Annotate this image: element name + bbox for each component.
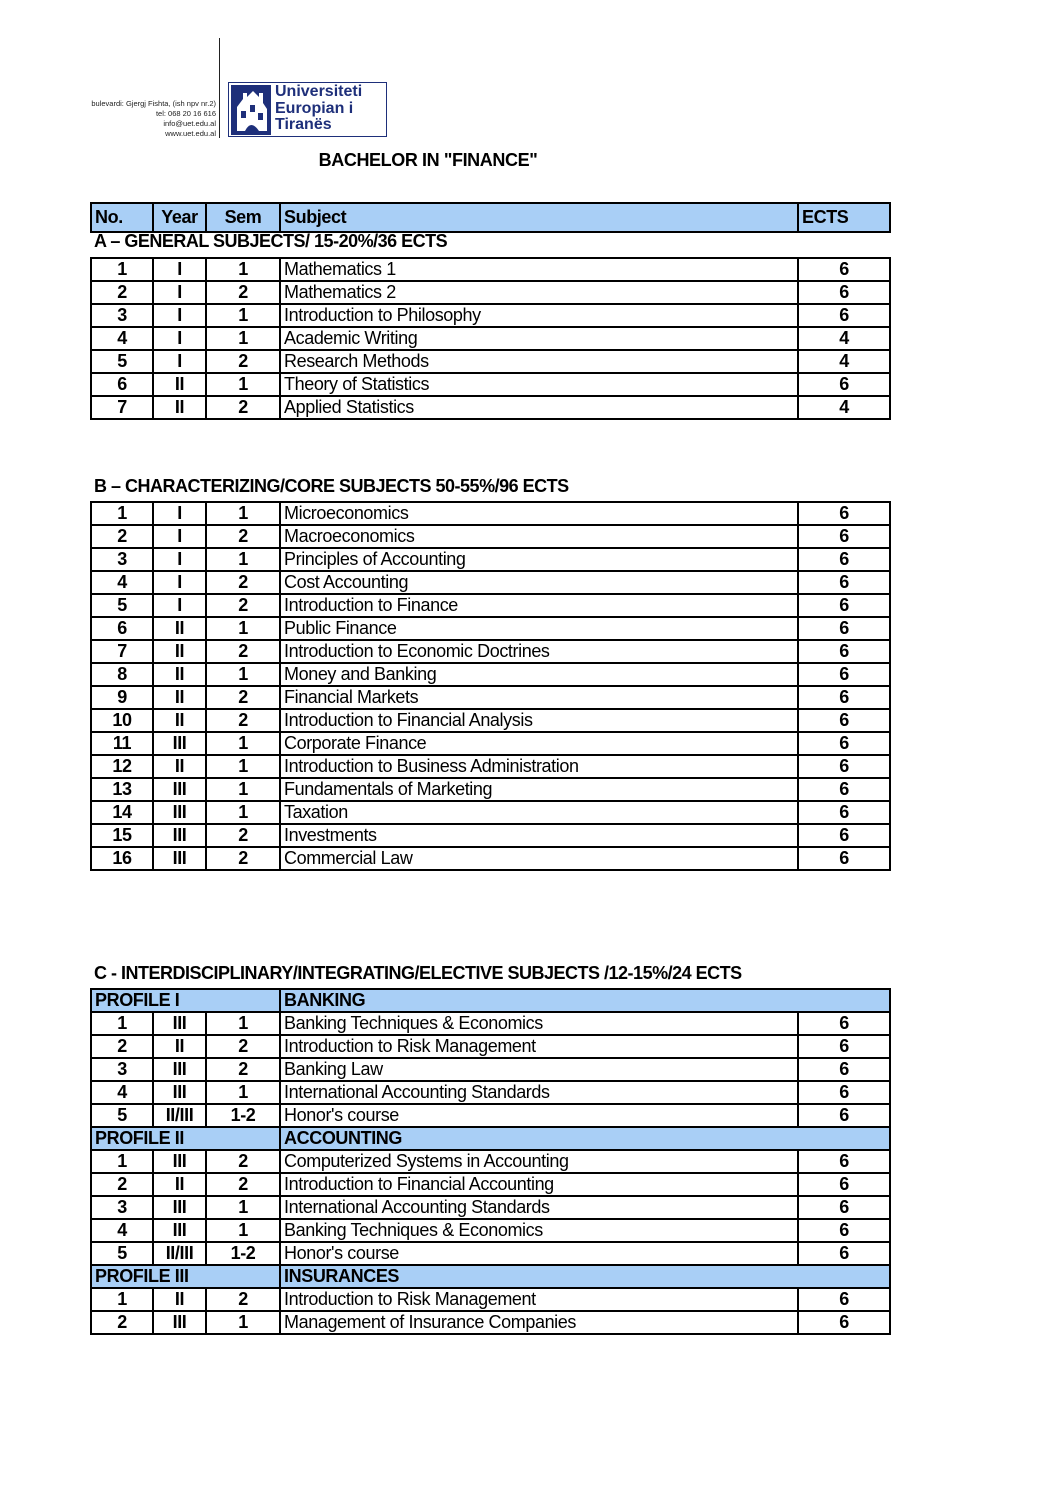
row-subject: Management of Insurance Companies: [280, 1311, 798, 1334]
row-subject: Theory of Statistics: [280, 373, 798, 396]
row-ects: 6: [798, 304, 890, 327]
row-ects: 6: [798, 1219, 890, 1242]
row-year: III: [153, 801, 206, 824]
row-ects: 6: [798, 755, 890, 778]
row-ects: 6: [798, 1311, 890, 1334]
row-year: III: [153, 1012, 206, 1035]
row-sem: 1: [206, 1081, 280, 1104]
row-sem: 1: [206, 663, 280, 686]
row-subject: Banking Techniques & Economics: [280, 1219, 798, 1242]
row-ects: 6: [798, 640, 890, 663]
row-subject: Investments: [280, 824, 798, 847]
row-ects: 6: [798, 663, 890, 686]
row-year: III: [153, 1058, 206, 1081]
row-no: 6: [91, 617, 153, 640]
table-row: [91, 548, 890, 571]
row-ects: 6: [798, 801, 890, 824]
row-ects: 6: [798, 502, 890, 525]
row-no: 3: [91, 548, 153, 571]
row-year: II/III: [153, 1104, 206, 1127]
section-b-rows: [90, 501, 891, 871]
address-block: [70, 99, 216, 139]
table-row: [91, 1196, 890, 1219]
table-row: [91, 755, 890, 778]
row-year: II: [153, 686, 206, 709]
row-sem: 2: [206, 640, 280, 663]
row-ects: 6: [798, 778, 890, 801]
table-row: [91, 594, 890, 617]
row-subject: Introduction to Finance: [280, 594, 798, 617]
header-divider: [219, 38, 220, 138]
profile-label: PROFILE I: [91, 989, 280, 1012]
row-subject: Honor's course: [280, 1242, 798, 1265]
row-sem: 1: [206, 1196, 280, 1219]
table-row: [91, 1173, 890, 1196]
row-subject: Fundamentals of Marketing: [280, 778, 798, 801]
row-ects: 6: [798, 1196, 890, 1219]
row-sem: 2: [206, 525, 280, 548]
row-sem: 2: [206, 686, 280, 709]
logo-line-2: Europian i: [275, 99, 354, 117]
uet-building-logo-icon: [231, 85, 271, 135]
table-row: [91, 396, 890, 419]
section-c-rows: [90, 988, 891, 1335]
row-ects: 6: [798, 258, 890, 281]
row-sem: 1: [206, 502, 280, 525]
profile-name: BANKING: [280, 989, 890, 1012]
table-row: [91, 1058, 890, 1081]
row-no: 2: [91, 1311, 153, 1334]
row-year: III: [153, 1219, 206, 1242]
row-sem: 2: [206, 1173, 280, 1196]
col-header-sem: Sem: [206, 203, 280, 232]
section-a-title: A – GENERAL SUBJECTS/ 15-20%/36 ECTS: [94, 231, 448, 251]
row-no: 12: [91, 755, 153, 778]
row-ects: 6: [798, 548, 890, 571]
row-sem: 1: [206, 258, 280, 281]
row-ects: 6: [798, 824, 890, 847]
row-no: 15: [91, 824, 153, 847]
row-no: 11: [91, 732, 153, 755]
row-subject: Macroeconomics: [280, 525, 798, 548]
row-year: I: [153, 502, 206, 525]
row-ects: 6: [798, 594, 890, 617]
row-sem: 2: [206, 709, 280, 732]
row-subject: Microeconomics: [280, 502, 798, 525]
row-sem: 2: [206, 350, 280, 373]
col-header-year: Year: [153, 203, 206, 232]
row-year: III: [153, 1311, 206, 1334]
row-ects: 6: [798, 1012, 890, 1035]
row-year: II: [153, 1035, 206, 1058]
row-subject: Financial Markets: [280, 686, 798, 709]
general-subjects-table: [90, 202, 891, 233]
row-ects: 6: [798, 1288, 890, 1311]
row-sem: 2: [206, 824, 280, 847]
row-sem: 2: [206, 571, 280, 594]
row-ects: 6: [798, 373, 890, 396]
table-row: [91, 778, 890, 801]
row-subject: Taxation: [280, 801, 798, 824]
document-title: BACHELOR IN "FINANCE": [318, 150, 538, 170]
row-subject: International Accounting Standards: [280, 1196, 798, 1219]
row-ects: 6: [798, 1035, 890, 1058]
phone-line: tel: 068 20 16 616: [155, 109, 216, 118]
row-no: 1: [91, 1012, 153, 1035]
row-year: II: [153, 1288, 206, 1311]
row-subject: Corporate Finance: [280, 732, 798, 755]
table-row: [91, 350, 890, 373]
profile-label: PROFILE II: [91, 1127, 280, 1150]
row-sem: 1: [206, 801, 280, 824]
row-sem: 2: [206, 847, 280, 870]
row-ects: 6: [798, 1242, 890, 1265]
row-year: I: [153, 304, 206, 327]
row-no: 2: [91, 1035, 153, 1058]
row-subject: Money and Banking: [280, 663, 798, 686]
row-year: III: [153, 732, 206, 755]
row-sem: 1: [206, 755, 280, 778]
row-ects: 6: [798, 1173, 890, 1196]
row-year: II: [153, 640, 206, 663]
row-subject: Mathematics 2: [280, 281, 798, 304]
table-row: [91, 1104, 890, 1127]
row-sem: 1: [206, 732, 280, 755]
row-sem: 1: [206, 617, 280, 640]
table-row: [91, 1219, 890, 1242]
table-row: [91, 847, 890, 870]
row-ects: 4: [798, 327, 890, 350]
row-no: 1: [91, 1150, 153, 1173]
row-no: 8: [91, 663, 153, 686]
table-row: [91, 617, 890, 640]
row-no: 4: [91, 1219, 153, 1242]
table-row: [91, 824, 890, 847]
row-ects: 6: [798, 847, 890, 870]
table-row: [91, 525, 890, 548]
row-subject: Introduction to Financial Analysis: [280, 709, 798, 732]
row-year: I: [153, 548, 206, 571]
table-row: [91, 373, 890, 396]
logo-line-3: Tiranës: [275, 116, 332, 133]
row-no: 9: [91, 686, 153, 709]
row-no: 7: [91, 396, 153, 419]
row-no: 4: [91, 327, 153, 350]
row-no: 5: [91, 350, 153, 373]
row-year: III: [153, 778, 206, 801]
row-sem: 1: [206, 1311, 280, 1334]
row-no: 5: [91, 594, 153, 617]
profile-header-row: [91, 989, 890, 1012]
address-line: bulevardi: Gjergj Fishta, (ish npv nr.2): [91, 99, 216, 108]
row-subject: Public Finance: [280, 617, 798, 640]
row-no: 2: [91, 525, 153, 548]
row-no: 6: [91, 373, 153, 396]
profile-name: INSURANCES: [280, 1265, 890, 1288]
section-a-rows: [90, 257, 891, 420]
row-subject: Cost Accounting: [280, 571, 798, 594]
row-subject: Principles of Accounting: [280, 548, 798, 571]
table-row: [91, 502, 890, 525]
table-row: [91, 327, 890, 350]
row-subject: Commercial Law: [280, 847, 798, 870]
row-ects: 6: [798, 732, 890, 755]
row-sem: 1: [206, 778, 280, 801]
row-year: II: [153, 663, 206, 686]
table-row: [91, 258, 890, 281]
row-year: II: [153, 373, 206, 396]
row-sem: 2: [206, 281, 280, 304]
row-ects: 6: [798, 1081, 890, 1104]
row-subject: Applied Statistics: [280, 396, 798, 419]
row-year: II/III: [153, 1242, 206, 1265]
row-subject: Computerized Systems in Accounting: [280, 1150, 798, 1173]
row-subject: Introduction to Economic Doctrines: [280, 640, 798, 663]
table-row: [91, 709, 890, 732]
row-no: 3: [91, 304, 153, 327]
page-header: [0, 0, 1059, 150]
row-year: I: [153, 258, 206, 281]
row-no: 14: [91, 801, 153, 824]
website-line: www.uet.edu.al: [165, 129, 216, 138]
table-row: [91, 304, 890, 327]
row-no: 7: [91, 640, 153, 663]
row-sem: 1: [206, 548, 280, 571]
row-no: 1: [91, 258, 153, 281]
row-no: 2: [91, 281, 153, 304]
row-year: III: [153, 1196, 206, 1219]
row-year: III: [153, 1081, 206, 1104]
row-no: 1: [91, 502, 153, 525]
row-subject: Mathematics 1: [280, 258, 798, 281]
row-ects: 6: [798, 571, 890, 594]
row-year: III: [153, 824, 206, 847]
row-year: III: [153, 847, 206, 870]
row-year: I: [153, 350, 206, 373]
table-row: [91, 1288, 890, 1311]
profile-header-row: [91, 1127, 890, 1150]
row-subject: International Accounting Standards: [280, 1081, 798, 1104]
email-line: info@uet.edu.al: [163, 119, 216, 128]
university-name: [275, 84, 362, 134]
row-subject: Introduction to Risk Management: [280, 1288, 798, 1311]
row-ects: 6: [798, 1058, 890, 1081]
row-year: II: [153, 617, 206, 640]
row-ects: 6: [798, 617, 890, 640]
row-sem: 2: [206, 396, 280, 419]
row-no: 5: [91, 1104, 153, 1127]
col-header-subject: Subject: [280, 203, 798, 232]
row-year: II: [153, 1173, 206, 1196]
col-header-no: No.: [91, 203, 153, 232]
row-ects: 4: [798, 350, 890, 373]
row-year: II: [153, 709, 206, 732]
row-sem: 1-2: [206, 1104, 280, 1127]
profile-header-row: [91, 1265, 890, 1288]
row-year: I: [153, 327, 206, 350]
row-ects: 6: [798, 1104, 890, 1127]
section-b-title: B – CHARACTERIZING/CORE SUBJECTS 50-55%/96 ECTS: [94, 476, 569, 496]
row-sem: 1: [206, 1219, 280, 1242]
row-no: 3: [91, 1058, 153, 1081]
table-row: [91, 801, 890, 824]
row-subject: Research Methods: [280, 350, 798, 373]
row-no: 2: [91, 1173, 153, 1196]
row-ects: 6: [798, 1150, 890, 1173]
row-sem: 2: [206, 1150, 280, 1173]
table-row: [91, 732, 890, 755]
row-sem: 2: [206, 1058, 280, 1081]
table-row: [91, 281, 890, 304]
table-row: [91, 1311, 890, 1334]
row-ects: 6: [798, 686, 890, 709]
table-row: [91, 1081, 890, 1104]
row-subject: Banking Techniques & Economics: [280, 1012, 798, 1035]
row-no: 1: [91, 1288, 153, 1311]
row-ects: 4: [798, 396, 890, 419]
row-no: 10: [91, 709, 153, 732]
table-row: [91, 640, 890, 663]
column-header-row: [91, 203, 890, 232]
row-sem: 2: [206, 594, 280, 617]
row-no: 4: [91, 571, 153, 594]
row-ects: 6: [798, 525, 890, 548]
section-c-title: C - INTERDISCIPLINARY/INTEGRATING/ELECTIVE SUBJECTS /12-15%/24 ECTS: [94, 963, 742, 983]
row-subject: Introduction to Business Administration: [280, 755, 798, 778]
row-year: I: [153, 571, 206, 594]
row-year: I: [153, 281, 206, 304]
row-year: II: [153, 755, 206, 778]
table-row: [91, 1012, 890, 1035]
col-header-ects: ECTS: [798, 203, 890, 232]
row-subject: Academic Writing: [280, 327, 798, 350]
university-logo: [228, 82, 387, 137]
row-subject: Introduction to Philosophy: [280, 304, 798, 327]
row-no: 16: [91, 847, 153, 870]
row-sem: 1: [206, 1012, 280, 1035]
row-subject: Introduction to Risk Management: [280, 1035, 798, 1058]
row-subject: Introduction to Financial Accounting: [280, 1173, 798, 1196]
row-subject: Banking Law: [280, 1058, 798, 1081]
table-row: [91, 571, 890, 594]
row-sem: 1: [206, 304, 280, 327]
row-subject: Honor's course: [280, 1104, 798, 1127]
row-no: 3: [91, 1196, 153, 1219]
row-sem: 1: [206, 327, 280, 350]
table-row: [91, 1150, 890, 1173]
row-year: II: [153, 396, 206, 419]
row-sem: 1: [206, 373, 280, 396]
row-no: 5: [91, 1242, 153, 1265]
profile-name: ACCOUNTING: [280, 1127, 890, 1150]
row-no: 13: [91, 778, 153, 801]
row-year: III: [153, 1150, 206, 1173]
row-ects: 6: [798, 281, 890, 304]
row-year: I: [153, 594, 206, 617]
table-row: [91, 1035, 890, 1058]
logo-line-1: Universiteti: [275, 83, 363, 100]
row-year: I: [153, 525, 206, 548]
row-sem: 1-2: [206, 1242, 280, 1265]
row-sem: 2: [206, 1035, 280, 1058]
row-no: 4: [91, 1081, 153, 1104]
table-row: [91, 1242, 890, 1265]
profile-label: PROFILE III: [91, 1265, 280, 1288]
table-row: [91, 663, 890, 686]
row-ects: 6: [798, 709, 890, 732]
row-sem: 2: [206, 1288, 280, 1311]
table-row: [91, 686, 890, 709]
